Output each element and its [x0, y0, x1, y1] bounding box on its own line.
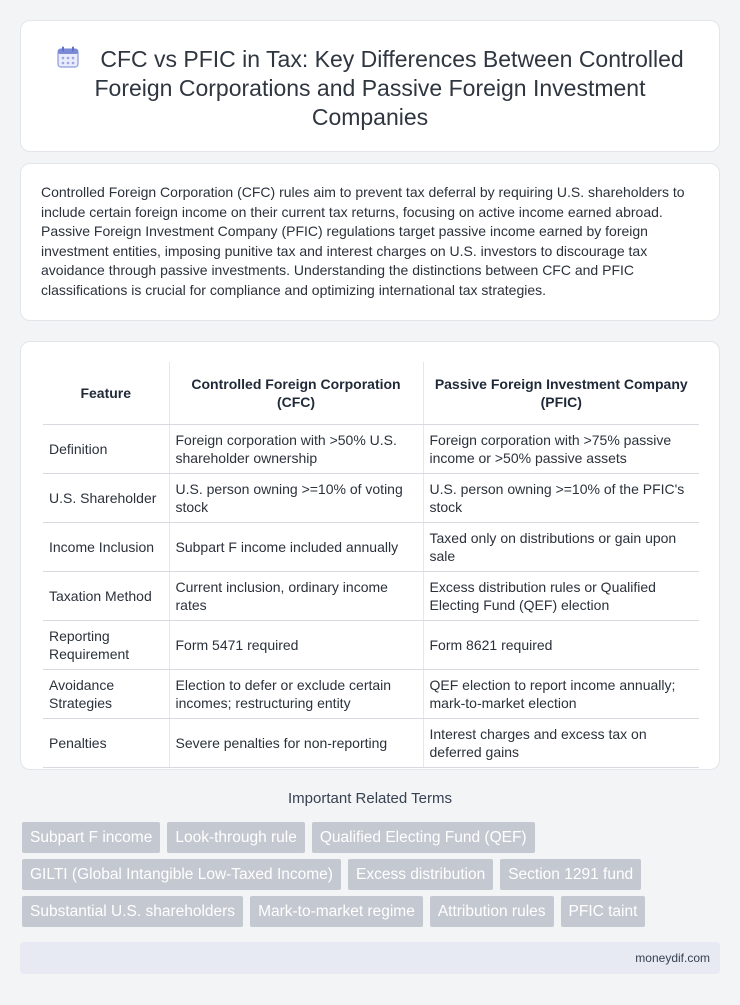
- tag-excess-distribution[interactable]: Excess distribution: [348, 859, 493, 890]
- pfic-cell: Interest charges and excess tax on deferred gains: [423, 718, 699, 767]
- pfic-cell: Form 8621 required: [423, 620, 699, 669]
- cfc-cell: Severe penalties for non-reporting: [169, 718, 423, 767]
- tag-pfic-taint[interactable]: PFIC taint: [561, 896, 646, 927]
- tag-row: [22, 859, 722, 896]
- cfc-cell: Foreign corporation with >50% U.S. shareholder ownership: [169, 424, 423, 473]
- tag-attribution-rules[interactable]: Attribution rules: [430, 896, 554, 927]
- header-feature: Feature: [43, 362, 169, 424]
- title-card: [20, 20, 720, 152]
- cfc-cell: Subpart F income included annually: [169, 522, 423, 571]
- tag-qef[interactable]: Qualified Electing Fund (QEF): [312, 822, 535, 853]
- footer-site-link[interactable]: moneydif.com: [635, 951, 710, 965]
- comparison-table-card: [20, 341, 720, 770]
- pfic-cell: Taxed only on distributions or gain upon sale: [423, 522, 699, 571]
- tag-mark-to-market[interactable]: Mark-to-market regime: [250, 896, 423, 927]
- calendar-icon: [56, 45, 80, 69]
- pfic-cell: U.S. person owning >=10% of the PFIC's stock: [423, 473, 699, 522]
- pfic-cell: Foreign corporation with >75% passive income or >50% passive assets: [423, 424, 699, 473]
- table-row: [43, 424, 699, 473]
- tag-gilti[interactable]: GILTI (Global Intangible Low-Taxed Income): [22, 859, 341, 890]
- page-title: [41, 45, 699, 132]
- feature-cell: Definition: [43, 424, 169, 473]
- tag-subpart-f-income[interactable]: Subpart F income: [22, 822, 160, 853]
- comparison-table: [43, 362, 699, 768]
- feature-cell: Penalties: [43, 718, 169, 767]
- footer: [20, 942, 720, 974]
- related-terms-heading: Important Related Terms: [288, 790, 452, 807]
- tag-look-through-rule[interactable]: Look-through rule: [167, 822, 305, 853]
- cfc-cell: Current inclusion, ordinary income rates: [169, 571, 423, 620]
- feature-cell: Reporting Requirement: [43, 620, 169, 669]
- intro-card: [20, 163, 720, 321]
- tag-row: [22, 822, 722, 859]
- page-title-text: CFC vs PFIC in Tax: Key Differences Between Controlled Foreign Corporations and Passive Foreign Investment Companies: [94, 46, 684, 130]
- header-cfc: Controlled Foreign Corporation (CFC): [169, 362, 423, 424]
- header-pfic: Passive Foreign Investment Company (PFIC): [423, 362, 699, 424]
- feature-cell: Avoidance Strategies: [43, 669, 169, 718]
- table-row: [43, 620, 699, 669]
- table-row: [43, 571, 699, 620]
- related-terms-list: [22, 822, 722, 933]
- table-row: [43, 718, 699, 767]
- table-row: [43, 473, 699, 522]
- pfic-cell: Excess distribution rules or Qualified Electing Fund (QEF) election: [423, 571, 699, 620]
- cfc-cell: Form 5471 required: [169, 620, 423, 669]
- pfic-cell: QEF election to report income annually; mark-to-market election: [423, 669, 699, 718]
- tag-section-1291-fund[interactable]: Section 1291 fund: [500, 859, 641, 890]
- feature-cell: Income Inclusion: [43, 522, 169, 571]
- cfc-cell: U.S. person owning >=10% of voting stock: [169, 473, 423, 522]
- intro-paragraph: Controlled Foreign Corporation (CFC) rules aim to prevent tax deferral by requiring U.S. shareholders to include certain foreign income on their current tax returns, focusing on active income earned abroad. Passive Foreign Investment Company (PFIC) regulations target passive income earned by foreign investment entities, imposing punitive tax and interest charges on U.S. investors to discourage tax avoidance through passive investments. Understanding the distinctions between CFC and PFIC classifications is crucial for compliance and optimizing international tax strategies.: [41, 184, 685, 298]
- tag-substantial-shareholders[interactable]: Substantial U.S. shareholders: [22, 896, 243, 927]
- table-row: [43, 522, 699, 571]
- table-row: [43, 669, 699, 718]
- feature-cell: U.S. Shareholder: [43, 473, 169, 522]
- tag-row: [22, 896, 722, 933]
- cfc-cell: Election to defer or exclude certain incomes; restructuring entity: [169, 669, 423, 718]
- feature-cell: Taxation Method: [43, 571, 169, 620]
- table-header-row: [43, 362, 699, 424]
